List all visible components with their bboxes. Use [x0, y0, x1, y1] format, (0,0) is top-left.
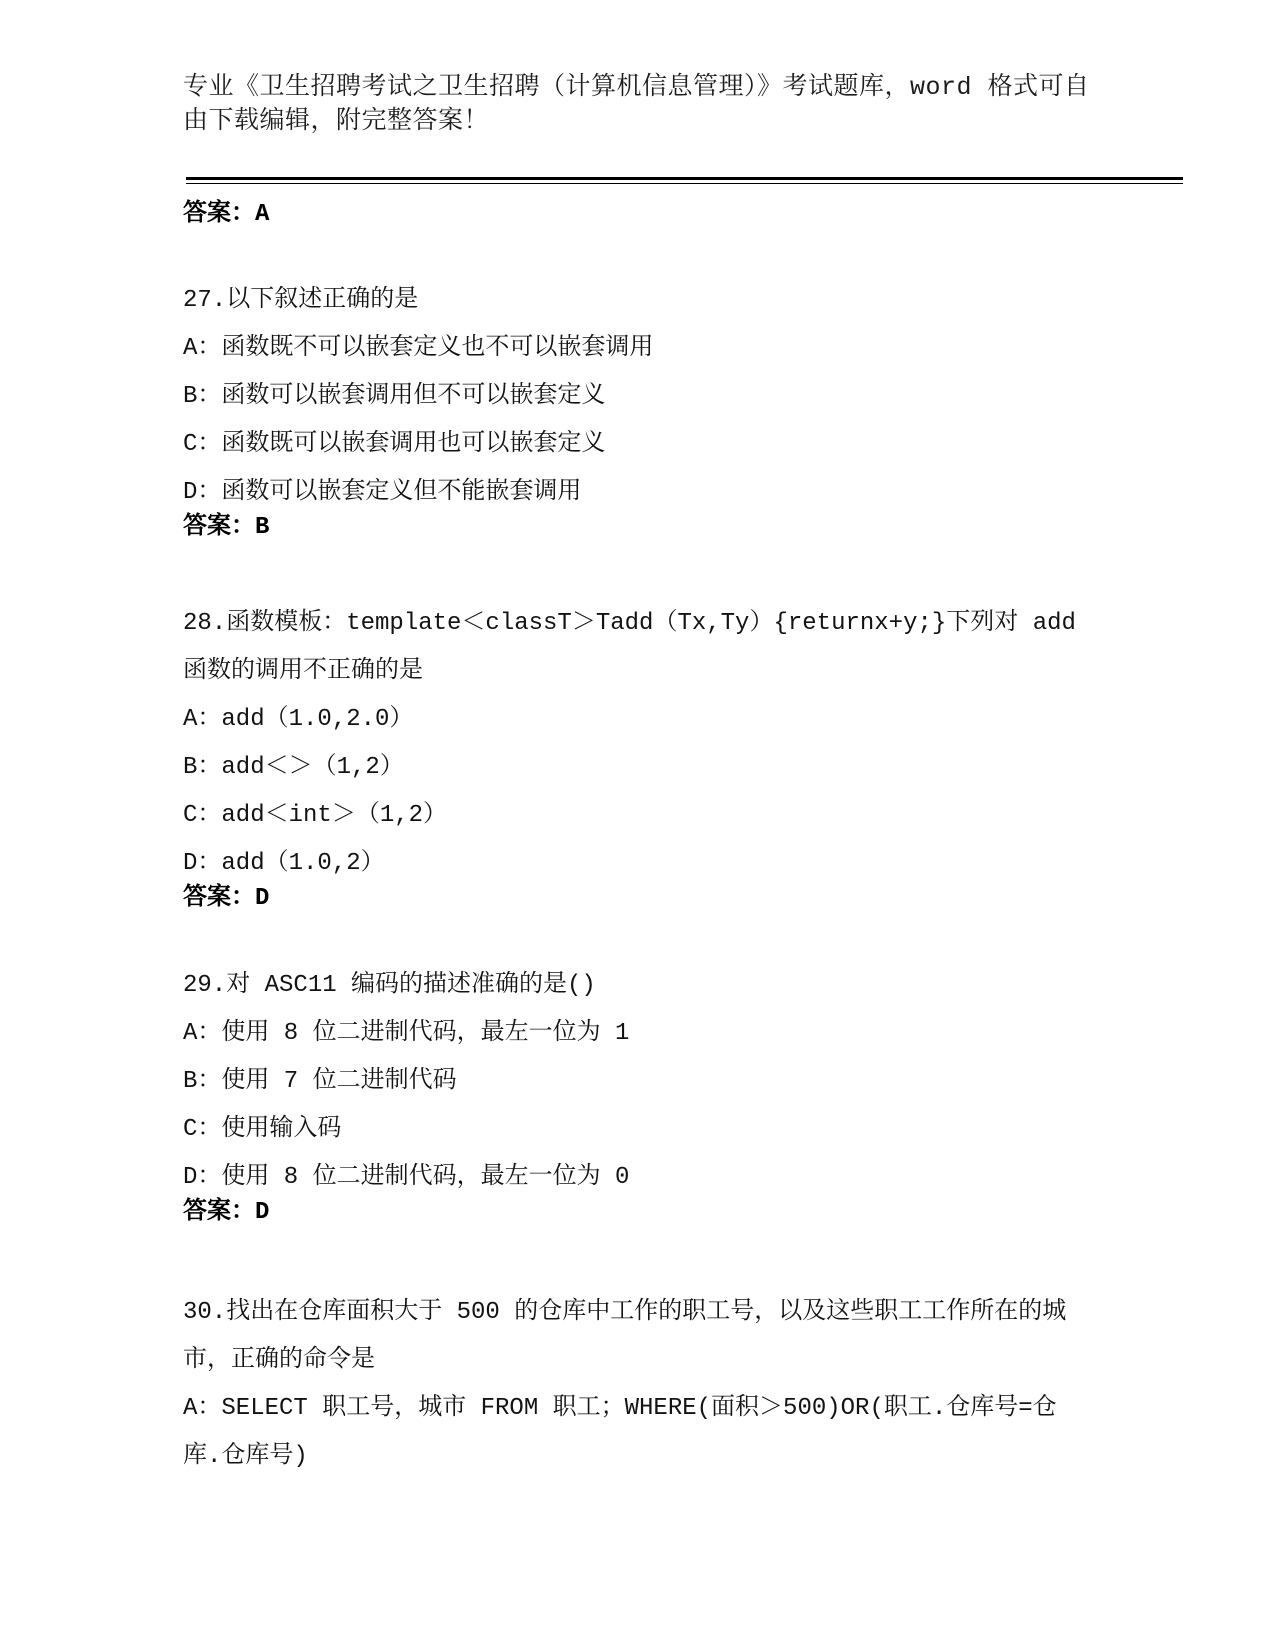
- option-b: B：使用 7 位二进制代码: [183, 1068, 457, 1095]
- option-b: B：add＜＞（1,2）: [183, 754, 404, 781]
- option-d: D：使用 8 位二进制代码，最左一位为 0: [183, 1164, 630, 1191]
- question-stem: 29.对 ASC11 编码的描述准确的是(): [183, 972, 596, 999]
- option-b: B：函数可以嵌套调用但不可以嵌套定义: [183, 383, 606, 410]
- question-27: [183, 277, 1095, 552]
- answer-line: 答案：D: [183, 885, 270, 912]
- option-d: D：函数可以嵌套定义但不能嵌套调用: [183, 479, 582, 506]
- header-note: 专业《卫生招聘考试之卫生招聘（计算机信息管理）》考试题库，word 格式可自由下载编辑，附完整答案！: [183, 73, 1090, 136]
- header-separator-line: [186, 177, 1183, 184]
- question-stem: 28.函数模板：template＜classT＞Tadd（Tx,Ty）{returnx+y;}下列对 add 函数的调用不正确的是: [183, 610, 1076, 685]
- option-a: A：使用 8 位二进制代码，最左一位为 1: [183, 1020, 630, 1047]
- answer-line: 答案：D: [183, 1199, 270, 1226]
- question-29: [183, 962, 1095, 1237]
- answer-line: 答案：B: [183, 514, 270, 541]
- question-30: [183, 1289, 1095, 1481]
- option-c: C：add＜int＞（1,2）: [183, 802, 448, 829]
- question-stem: 27.以下叙述正确的是: [183, 287, 419, 314]
- question-stem: 30.找出在仓库面积大于 500 的仓库中工作的职工号，以及这些职工工作所在的城市，正确的命令是: [183, 1299, 1067, 1374]
- option-c: C：函数既可以嵌套调用也可以嵌套定义: [183, 431, 606, 458]
- option-a: A：SELECT 职工号，城市 FROM 职工；WHERE(面积＞500)OR(职工.仓库号=仓库.仓库号): [183, 1395, 1057, 1470]
- option-d: D：add（1.0,2）: [183, 850, 385, 877]
- question-28: [183, 600, 1095, 923]
- option-c: C：使用输入码: [183, 1116, 342, 1143]
- answer-line-previous-question: 答案：A: [183, 201, 270, 228]
- option-a: A：add（1.0,2.0）: [183, 706, 414, 733]
- option-a: A：函数既不可以嵌套定义也不可以嵌套调用: [183, 335, 654, 362]
